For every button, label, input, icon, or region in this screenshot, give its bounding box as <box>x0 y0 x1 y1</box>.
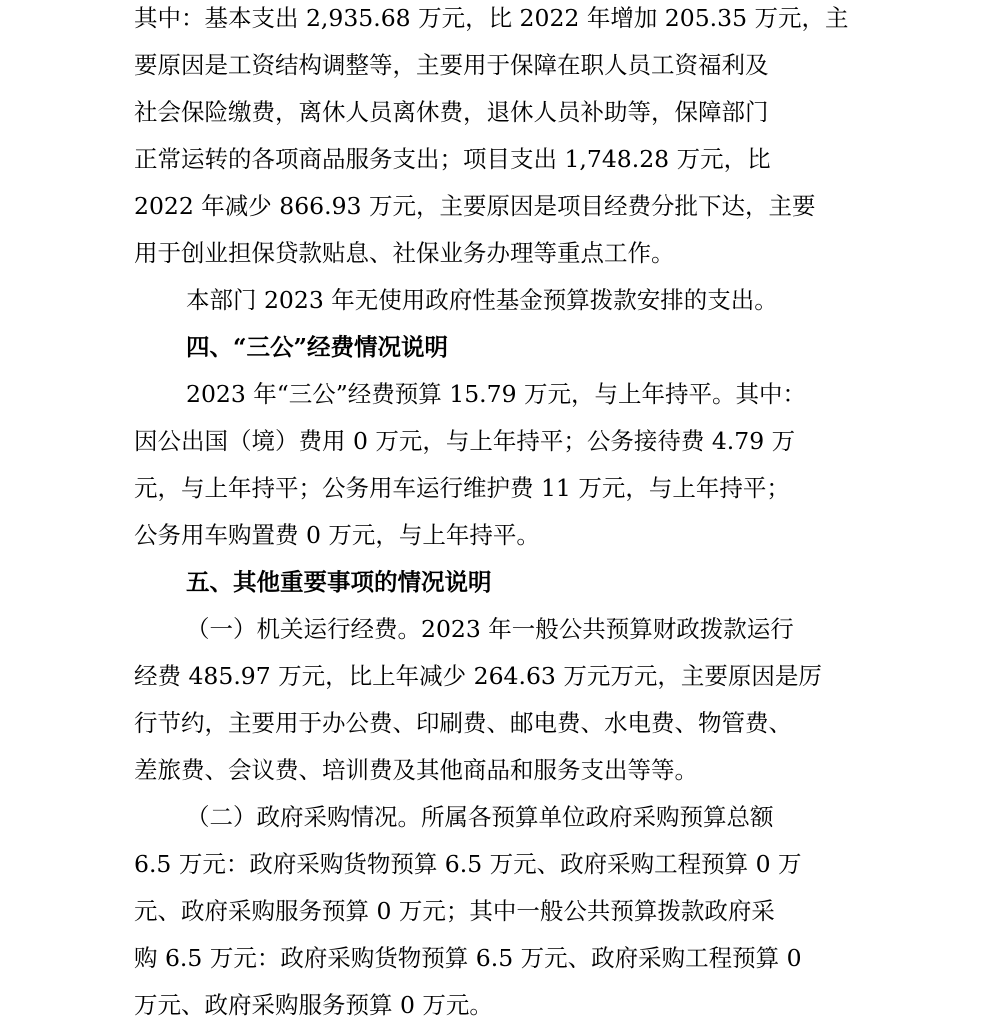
paragraph-line: 元，与上年持平；公务用车运行维护费 11 万元，与上年持平； <box>134 474 790 502</box>
paragraph-line: 差旅费、会议费、培训费及其他商品和服务支出等等。 <box>134 756 698 784</box>
paragraph-line: 用于创业担保贷款贴息、社保业务办理等重点工作。 <box>134 239 675 267</box>
paragraph-line: 2022 年减少 866.93 万元，主要原因是项目经费分批下达，主要 <box>134 192 816 220</box>
paragraph-line: 2023 年“三公”经费预算 15.79 万元，与上年持平。其中： <box>186 380 807 408</box>
paragraph-line: 经费 485.97 万元，比上年减少 264.63 万元万元，主要原因是厉 <box>134 662 822 690</box>
paragraph-line: 元、政府采购服务预算 0 万元；其中一般公共预算拨款政府采 <box>134 897 775 925</box>
paragraph-line: 要原因是工资结构调整等，主要用于保障在职人员工资福利及 <box>134 51 769 79</box>
paragraph-line: 万元、政府采购服务预算 0 万元。 <box>134 991 493 1019</box>
section-heading: 五、其他重要事项的情况说明 <box>186 568 492 596</box>
section-heading: 四、“三公”经费情况说明 <box>186 333 449 361</box>
paragraph-line: 社会保险缴费，离休人员离休费，退休人员补助等，保障部门 <box>134 98 769 126</box>
paragraph-line: 6.5 万元：政府采购货物预算 6.5 万元、政府采购工程预算 0 万 <box>134 850 802 878</box>
paragraph-line: （二）政府采购情况。所属各预算单位政府采购预算总额 <box>186 803 774 831</box>
paragraph-line: 因公出国（境）费用 0 万元，与上年持平；公务接待费 4.79 万 <box>134 427 796 455</box>
paragraph-line: 行节约，主要用于办公费、印刷费、邮电费、水电费、物管费、 <box>134 709 792 737</box>
paragraph-line: 其中：基本支出 2,935.68 万元，比 2022 年增加 205.35 万元，主 <box>134 4 849 32</box>
paragraph-line: 公务用车购置费 0 万元，与上年持平。 <box>134 521 540 549</box>
paragraph-line: 购 6.5 万元：政府采购货物预算 6.5 万元、政府采购工程预算 0 <box>134 944 802 972</box>
paragraph-line: 正常运转的各项商品服务支出；项目支出 1,748.28 万元，比 <box>134 145 771 173</box>
paragraph-line: （一）机关运行经费。2023 年一般公共预算财政拨款运行 <box>186 615 794 643</box>
paragraph-line: 本部门 2023 年无使用政府性基金预算拨款安排的支出。 <box>186 286 778 314</box>
